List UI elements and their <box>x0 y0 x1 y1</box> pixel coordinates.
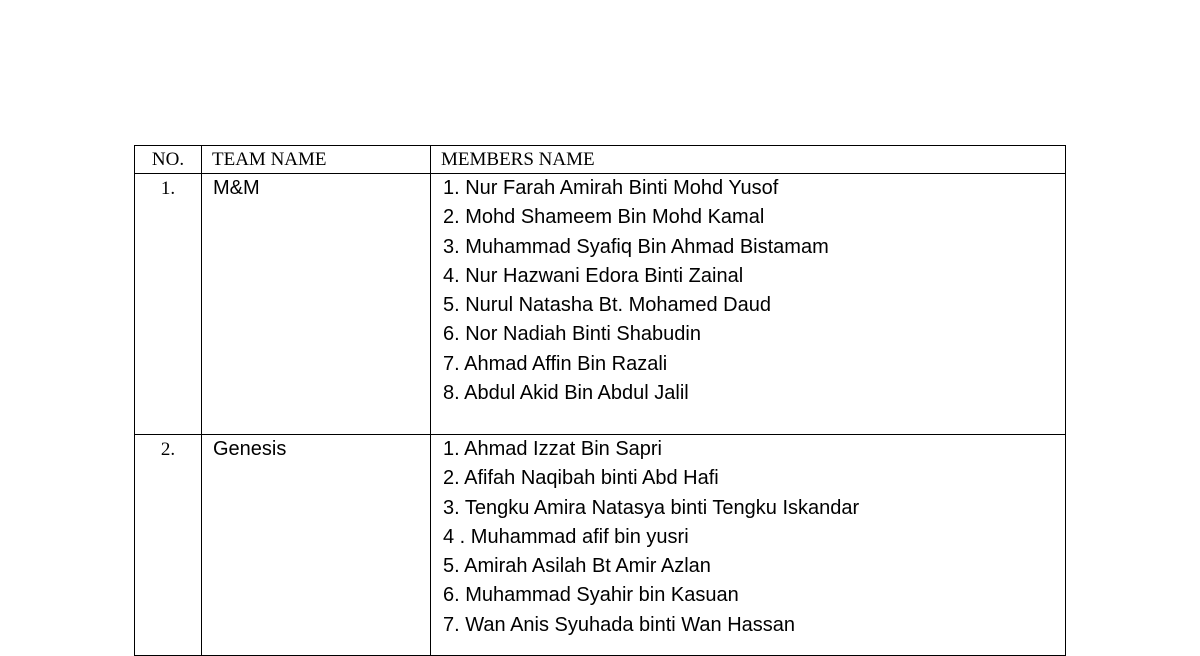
member-item: 4 . Muhammad afif bin yusri <box>443 525 689 548</box>
member-item: 6. Muhammad Syahir bin Kasuan <box>443 584 739 607</box>
row-number: 2. <box>135 435 202 656</box>
member-item: 1. Ahmad Izzat Bin Sapri <box>443 438 663 460</box>
teams-table <box>134 145 1066 656</box>
team-name: M&M <box>202 174 431 435</box>
member-item: 2. Afifah Naqibah binti Abd Hafi <box>443 467 719 490</box>
members-cell <box>431 435 1066 656</box>
header-row <box>135 146 1066 174</box>
member-item: 2. Mohd Shameem Bin Mohd Kamal <box>443 206 765 229</box>
member-item: 4. Nur Hazwani Edora Binti Zainal <box>443 264 744 287</box>
member-item: 5. Nurul Natasha Bt. Mohamed Daud <box>443 294 771 317</box>
header-no: NO. <box>135 146 202 174</box>
row-number: 1. <box>135 174 202 435</box>
table-body <box>135 174 1066 656</box>
member-item: 1. Nur Farah Amirah Binti Mohd Yusof <box>443 177 779 199</box>
member-item: 7. Ahmad Affin Bin Razali <box>443 352 668 375</box>
table-row <box>135 174 1066 435</box>
member-item: 6. Nor Nadiah Binti Shabudin <box>443 323 701 346</box>
table-row <box>135 435 1066 656</box>
member-item: 7. Wan Anis Syuhada binti Wan Hassan <box>443 613 796 636</box>
member-item: 5. Amirah Asilah Bt Amir Azlan <box>443 555 711 578</box>
table-header <box>135 146 1066 174</box>
member-list <box>443 435 1065 640</box>
member-list <box>443 174 1065 408</box>
team-name: Genesis <box>202 435 431 656</box>
members-cell <box>431 174 1066 435</box>
member-item: 3. Muhammad Syafiq Bin Ahmad Bistamam <box>443 235 829 258</box>
member-item: 3. Tengku Amira Natasya binti Tengku Iskandar <box>443 496 860 519</box>
header-members-name: MEMBERS NAME <box>431 146 1066 174</box>
member-item: 8. Abdul Akid Bin Abdul Jalil <box>443 382 689 405</box>
header-team-name: TEAM NAME <box>202 146 431 174</box>
